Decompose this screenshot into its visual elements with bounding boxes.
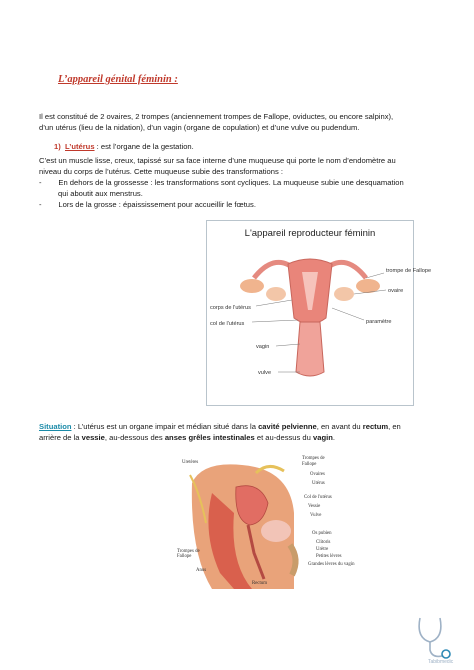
situation-text: , en	[388, 422, 401, 431]
situation-text: .	[332, 433, 335, 442]
bladder-shape	[261, 520, 291, 542]
right-ovary-shape	[334, 287, 354, 301]
label-clitoris: Clitoris	[316, 540, 331, 545]
label-vulve: vulve	[258, 370, 272, 376]
label-uretre: Urètre	[316, 547, 329, 552]
situation-text: et au-dessus du	[254, 433, 313, 442]
situation-line	[39, 421, 443, 432]
situation-bold: rectum	[362, 422, 389, 431]
body-line: - Lors de la grosse : épaississement pour accueillir le fœtus.	[39, 200, 256, 209]
label-ovaire: ovaire	[388, 288, 404, 294]
label-parametre: paramètre	[366, 319, 392, 325]
left-ovary-shape	[266, 287, 286, 301]
reproductive-system-figure	[206, 220, 432, 406]
situation-bold: cavité pelvienne	[258, 422, 317, 431]
logo-text: Tabibmedic	[428, 659, 454, 665]
label-rectum: Rectum	[252, 581, 267, 586]
intro-paragraph	[39, 111, 439, 133]
situation-text: , en avant du	[316, 422, 363, 431]
label-vessie: Vessie	[308, 504, 321, 509]
label-anus: Anus	[196, 568, 207, 573]
label-os-pubien: Os pubien	[312, 531, 332, 536]
situation-paragraph	[39, 421, 443, 443]
vagina-shape	[296, 322, 324, 376]
uterus-description	[39, 155, 439, 210]
section-rest: : est l’organe de la gestation.	[94, 142, 194, 151]
situation-text: , au-dessous des	[104, 433, 165, 442]
situation-text: arrière de la	[39, 433, 82, 442]
label-corps: corps de l'utérus	[210, 305, 251, 311]
section-number: 1)	[54, 142, 61, 151]
right-fimbria-shape	[356, 279, 380, 293]
label-col: Col de l'utérus	[304, 495, 332, 500]
label-petites-levres: Petites lèvres	[316, 554, 342, 559]
situation-text: : L’utérus est un organe impair et médian situé dans la	[71, 422, 259, 431]
label-col: col de l'utérus	[210, 321, 245, 327]
body-line: C’est un muscle lisse, creux, tapissé sur sa face interne d’une muqueuse qui porte le nom d’endomètre au	[39, 156, 396, 165]
left-fimbria-shape	[240, 279, 264, 293]
stethoscope-logo	[410, 612, 462, 664]
stethoscope-tube-icon	[430, 642, 442, 656]
stethoscope-icon	[419, 618, 441, 642]
intro-line: Il est constitué de 2 ovaires, 2 trompes (anciennement trompes de Fallope, oviductes, ou encore salpinx),	[39, 112, 394, 121]
situation-bold: vagin	[313, 433, 333, 442]
section-keyword: L’utérus	[65, 142, 95, 151]
situation-bold: anses grêles intestinales	[164, 433, 255, 442]
page-title: L’appareil génital féminin :	[58, 74, 178, 85]
situation-bold: vessie	[81, 433, 105, 442]
body-line: qui aboutit aux menstrus.	[39, 189, 143, 198]
body-line: - En dehors de la grossesse : les transformations sont cycliques. La muqueuse subie une desquamation	[39, 178, 404, 187]
label-vulve: Vulve	[310, 513, 322, 518]
label-ureteres: Uretères	[182, 460, 199, 465]
label-vagin: vagin	[256, 344, 270, 350]
label-trompes-right: Trompes de Fallope	[302, 456, 325, 467]
situation-line	[39, 432, 443, 443]
intro-line: d’un utérus (lieu de la nidation), d’un vagin (organe de copulation) et d’une vulve ou pudendum.	[39, 123, 360, 132]
figure-title: L'appareil reproducteur féminin	[244, 228, 376, 239]
body-line: niveau du corps de l’utérus. Cette muqueuse subie des transformations :	[39, 167, 283, 176]
label-uterus: Utérus	[312, 481, 325, 486]
section-heading	[54, 142, 194, 151]
label-ovaires: Ovaires	[310, 472, 325, 477]
label-grandes-levres: Grandes lèvres du vagin	[308, 562, 355, 567]
situation-label: Situation	[39, 422, 72, 431]
stethoscope-chestpiece-icon	[442, 650, 450, 658]
label-trompe: trompe de Fallope	[386, 268, 432, 274]
label-trompes-left: Trompes de Fallope	[177, 549, 200, 559]
